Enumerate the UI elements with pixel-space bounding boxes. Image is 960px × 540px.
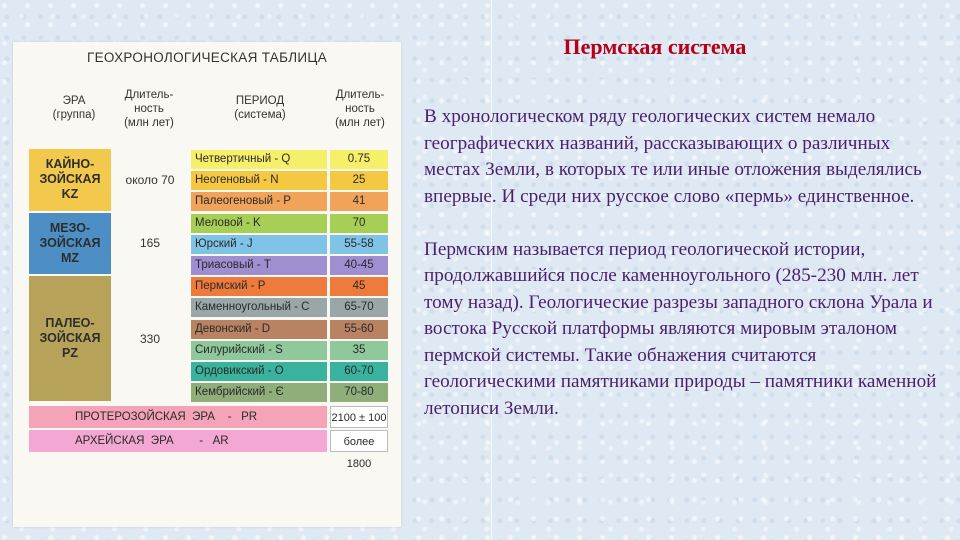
- precambrian-era-duration: 2100 ± 100: [330, 406, 388, 428]
- era-duration: 330: [139, 331, 161, 346]
- slide-title: Пермская система: [563, 34, 747, 59]
- header-era: ЭРА (группа): [52, 95, 96, 121]
- period-name: Юрский - J: [191, 235, 327, 254]
- period-duration: 55-60: [330, 320, 388, 339]
- precambrian-era-name: ПРОТЕРОЗОЙСКАЯ ЭРА - PR: [29, 406, 327, 428]
- period-name: Кембрийский - Є: [191, 383, 327, 402]
- period-duration: 65-70: [330, 298, 388, 317]
- slide-body: [424, 104, 949, 449]
- era-label: КАЙНО- ЗОЙСКАЯ KZ: [39, 157, 101, 202]
- table-title: ГЕОХРОНОЛОГИЧЕСКАЯ ТАБЛИЦА: [86, 50, 328, 65]
- geochronological-table: [13, 42, 401, 527]
- era-label: ПАЛЕО- ЗОЙСКАЯ PZ: [39, 316, 101, 361]
- period-duration: 40-45: [330, 256, 388, 275]
- era-cell: [29, 213, 111, 275]
- period-name: Силурийский - S: [191, 341, 327, 360]
- period-name: Четвертичный - Q: [191, 150, 327, 169]
- period-duration: 60-70: [330, 362, 388, 381]
- period-duration: 55-58: [330, 235, 388, 254]
- era-cell: [29, 276, 111, 401]
- header-period: ПЕРИОД (система): [234, 95, 286, 121]
- period-duration: 45: [330, 277, 388, 296]
- period-name: Палеогеновый - P: [191, 192, 327, 211]
- precambrian-era-duration: более 1800: [330, 430, 388, 452]
- period-duration: 35: [330, 341, 388, 360]
- period-name: Неогеновый - N: [191, 171, 327, 190]
- era-duration: около 70: [125, 172, 175, 187]
- period-duration: 0.75: [330, 150, 388, 169]
- header-period-duration: Длитель- ность (млн лет): [335, 89, 385, 129]
- period-name: Меловой - K: [191, 214, 327, 233]
- era-label: МЕЗО- ЗОЙСКАЯ MZ: [39, 220, 101, 265]
- header-era-duration: Длитель- ность (млн лет): [124, 89, 174, 129]
- period-name: Триасовый - T: [191, 256, 327, 275]
- paragraph-permian: Пермским называется период геологической истории, продолжавшийся после каменноугольного (285-230 млн. лет тому назад). Геологические разрезы западного склона Урала и востока Русской платформы являются мировым эталоном пермской системы. Такие обнажения считаются геологическими памятниками природы – памятники каменной летописи Земли.: [424, 238, 937, 419]
- period-duration: 70-80: [330, 383, 388, 402]
- period-name: Пермский - P: [191, 277, 327, 296]
- period-duration: 70: [330, 214, 388, 233]
- era-cell: [29, 149, 111, 211]
- period-duration: 41: [330, 192, 388, 211]
- period-name: Девонский - D: [191, 320, 327, 339]
- paragraph-intro: В хронологическом ряду геологических систем немало географических названий, рассказывающих о различных местах Земли, в которых те или иные отложения выделялись впервые. И среди них русское слово «пермь» единственное.: [424, 106, 922, 207]
- period-duration: 25: [330, 171, 388, 190]
- precambrian-era-name: АРХЕЙСКАЯ ЭРА - AR: [29, 430, 327, 452]
- era-duration: 165: [139, 236, 161, 251]
- period-name: Ордовикский - O: [191, 362, 327, 381]
- period-name: Каменноугольный - C: [191, 298, 327, 317]
